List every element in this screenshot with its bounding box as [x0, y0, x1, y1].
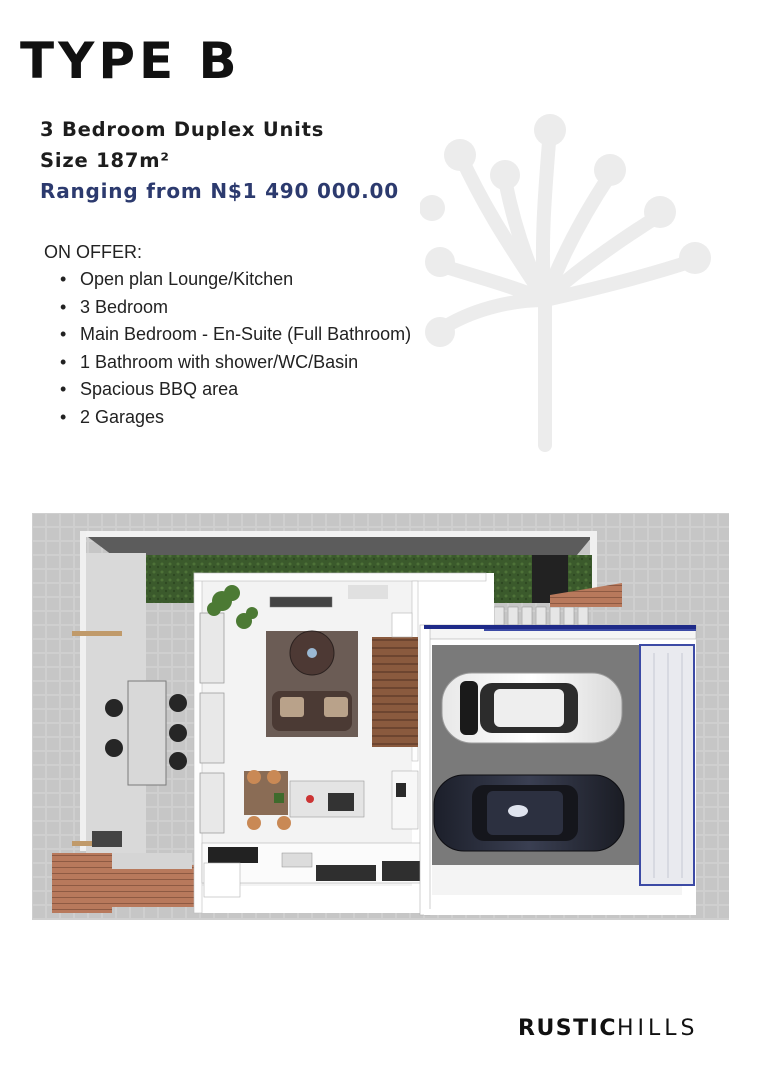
offer-item: • 1 Bathroom with shower/WC/Basin — [60, 349, 411, 377]
brand-logo — [518, 1016, 699, 1041]
offer-item: • 2 Garages — [60, 404, 411, 432]
unit-size: Size 187m² — [40, 149, 170, 172]
page-title: TYPE B — [20, 32, 241, 90]
offer-item: • Open plan Lounge/Kitchen — [60, 266, 411, 294]
white-car-icon — [442, 673, 622, 743]
unit-specs — [40, 114, 399, 207]
offer-item: • Main Bedroom - En-Suite (Full Bathroom) — [60, 321, 411, 349]
unit-type: 3 Bedroom Duplex Units — [40, 118, 325, 141]
floor-plan-render — [32, 513, 729, 920]
offer-section — [44, 238, 411, 432]
offer-heading: ON OFFER: — [44, 242, 142, 262]
tree-icon — [420, 110, 720, 455]
dark-car-icon — [434, 775, 624, 851]
offer-list — [60, 266, 411, 432]
unit-price: Ranging from N$1 490 000.00 — [40, 179, 399, 203]
brand-logo-part1: RUSTIC — [518, 1016, 617, 1041]
brand-logo-part2: HILLS — [617, 1016, 699, 1041]
offer-item: • 3 Bedroom — [60, 294, 411, 322]
offer-item: • Spacious BBQ area — [60, 376, 411, 404]
